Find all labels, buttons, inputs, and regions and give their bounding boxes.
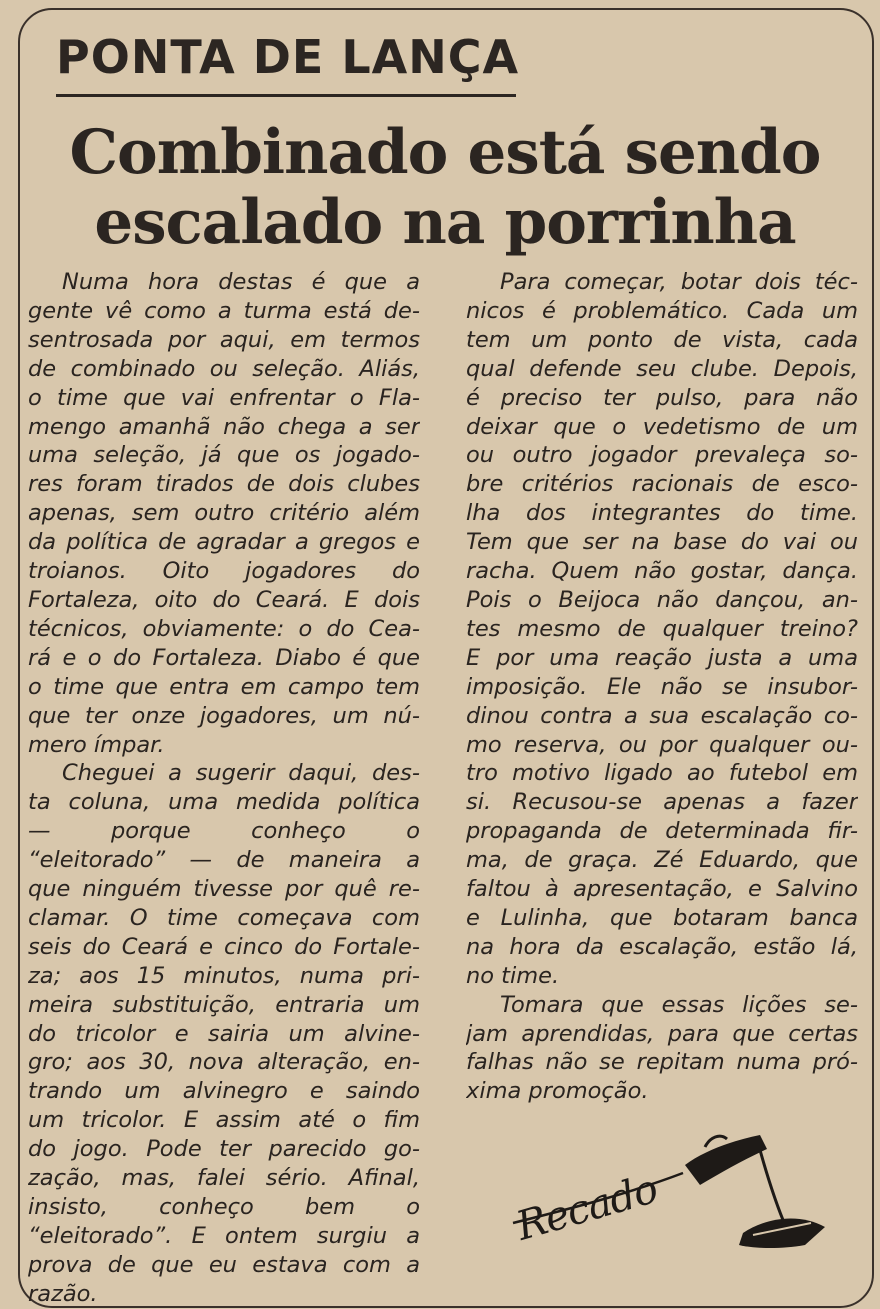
text-line: tes mesmo de qualquer treino? [466,615,858,642]
text-line: tro motivo ligado ao futebol em [466,760,858,787]
article-column-left [28,268,420,1309]
signature-illustration [505,1115,835,1265]
text-line: na hora da escalação, estão lá, [466,933,858,960]
text-line: falhas não se repitam numa pró- [466,1049,858,1076]
text-line: “eleitorado”. E ontem surgiu a [28,1222,420,1249]
text-line: si. Recusou-se apenas a fazer [466,789,858,816]
text-line: nicos é problemático. Cada um [466,297,858,324]
text-line: razão. [28,1280,98,1307]
text-line: “eleitorado” — de maneira a [28,847,420,874]
text-line: deixar que o vedetismo de um [466,413,858,440]
text-line: qual defende seu clube. Depois, [466,355,858,382]
text-line: mo reserva, ou por qualquer ou- [466,731,858,758]
text-line: Para começar, botar dois téc- [500,269,858,295]
text-line: prova de que eu estava com a [28,1251,420,1278]
text-line: o time que vai enfrentar o Fla- [28,384,420,411]
text-line: Cheguei a sugerir daqui, des- [62,760,420,787]
text-line: mero ímpar. [28,731,165,758]
text-line: ou outro jogador prevaleça so- [466,442,858,469]
headline [40,118,850,258]
hand-drawing-icon [505,1115,835,1265]
section-label-rule [56,94,516,97]
text-line: do jogo. Pode ter parecido go- [28,1136,420,1163]
text-line: insisto, conheço bem o [28,1194,420,1220]
text-line: lha dos integrantes do time. [466,500,858,527]
text-line: é preciso ter pulso, para não [466,384,858,411]
text-line: imposição. Ele não se insubor- [466,673,858,700]
text-line: apenas, sem outro critério além [28,500,420,527]
text-line: jam aprendidas, para que certas [466,1020,858,1047]
text-line: zação, mas, falei sério. Afinal, [28,1165,420,1192]
text-line: ma, de graça. Zé Eduardo, que [466,847,858,874]
text-line: propaganda de determinada fir- [466,818,858,845]
text-line: o time que entra em campo tem [28,673,420,700]
text-line: gro; aos 30, nova alteração, en- [28,1049,420,1076]
text-line: tem um ponto de vista, cada [466,326,858,353]
text-line: no time. [466,962,560,989]
text-line: clamar. O time começava com [28,904,420,931]
text-line: que ter onze jogadores, um nú- [28,702,420,729]
text-line: rá e o do Fortaleza. Diabo é que [28,644,420,671]
text-line: de combinado ou seleção. Aliás, [28,355,420,382]
text-line: za; aos 15 minutos, numa pri- [28,962,420,989]
signature-text: Recado [511,1166,663,1250]
text-line: troianos. Oito jogadores do [28,558,420,585]
text-line: Numa hora destas é que a [62,269,420,295]
text-line: res foram tirados de dois clubes [28,471,420,498]
text-line: que ninguém tivesse por quê re- [28,876,420,903]
text-line: técnicos, obviamente: o do Cea- [28,615,420,642]
text-line: — porque conheço o [28,818,420,845]
headline-line: Combinado está sendo [69,118,821,188]
text-line: seis do Ceará e cinco do Fortale- [28,933,420,960]
text-line: uma seleção, já que os jogado- [28,442,420,469]
text-line: sentrosada por aqui, em termos [28,326,420,353]
text-line: Pois o Beijoca não dançou, an- [466,586,858,613]
text-line: racha. Quem não gostar, dança. [466,558,858,585]
text-line: da política de agradar a gregos e [28,529,420,556]
text-line: meira substituição, entraria um [28,991,420,1018]
text-line: ta coluna, uma medida política [28,789,420,816]
text-line: trando um alvinegro e saindo [28,1078,420,1105]
text-line: Fortaleza, oito do Ceará. E dois [28,586,420,613]
article-column-right [466,268,858,1106]
text-line: do tricolor e sairia um alvine- [28,1020,420,1047]
text-line: Tem que ser na base do vai ou [466,529,858,556]
text-line: e Lulinha, que botaram banca [466,904,858,931]
text-line: bre critérios racionais de esco- [466,471,858,498]
text-line: xima promoção. [466,1078,649,1105]
text-line: Tomara que essas lições se- [500,991,858,1018]
section-label: PONTA DE LANÇA [56,30,520,84]
text-line: mengo amanhã não chega a ser [28,413,420,440]
text-line: dinou contra a sua escalação co- [466,702,858,729]
text-line: E por uma reação justa a uma [466,644,858,671]
text-line: faltou à apresentação, e Salvino [466,876,858,903]
text-line: gente vê como a turma está de- [28,297,420,324]
text-line: um tricolor. E assim até o fim [28,1107,420,1134]
headline-line: escalado na porrinha [94,188,796,258]
